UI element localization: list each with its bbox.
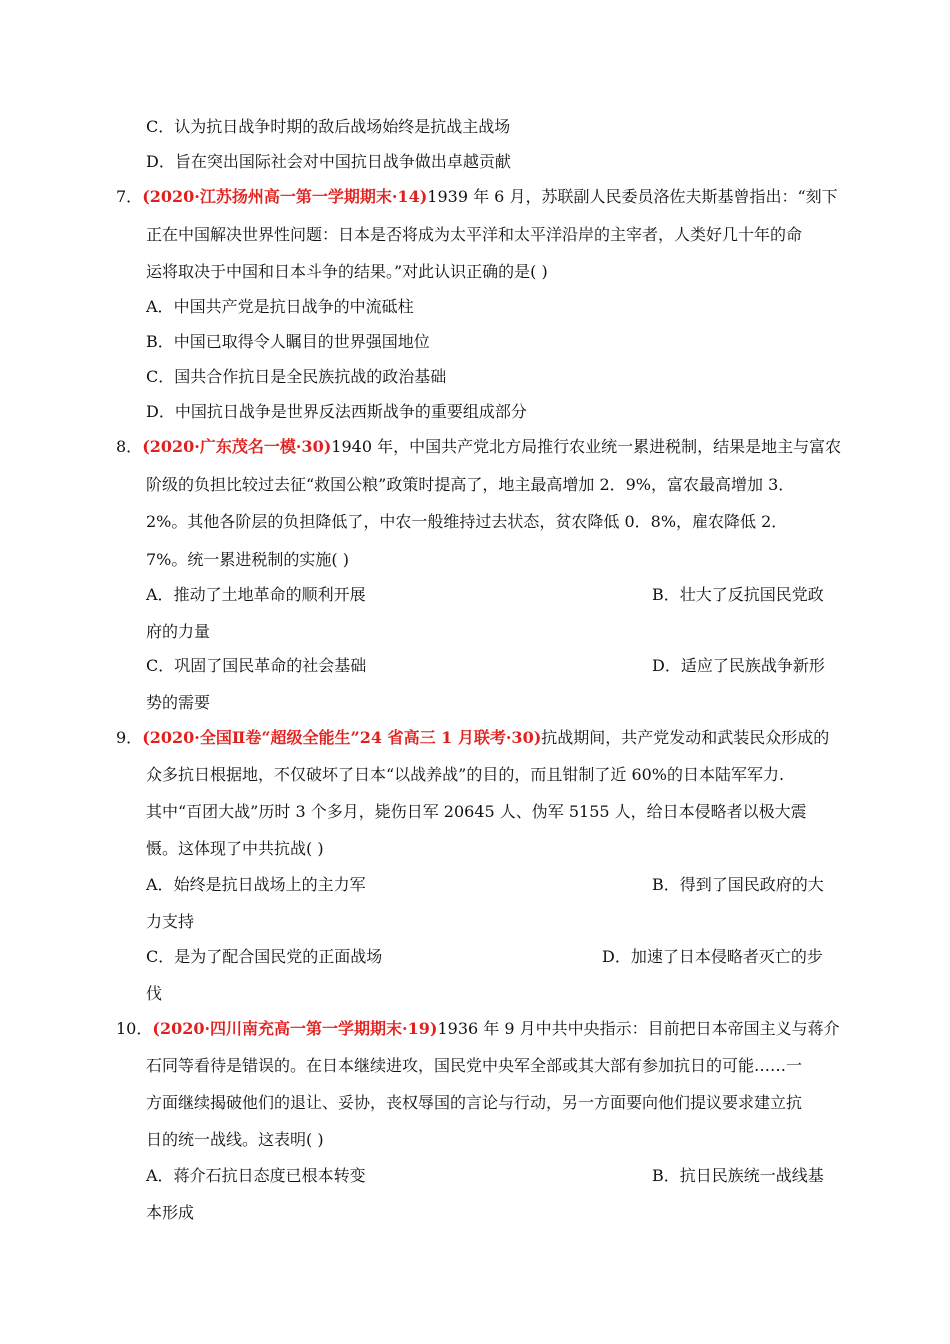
q8-option-d-continued: 势的需要	[146, 693, 211, 712]
question-number: 10．	[116, 1019, 153, 1038]
option-label: A．	[146, 297, 174, 316]
option-text: 适应了民族战争新形	[680, 656, 825, 675]
q9-stem-line-1	[116, 728, 829, 748]
q7-stem-line-2: 正在中国解决世界性问题：日本是否将成为太平洋和太平洋沿岸的主宰者，人类好几十年的命	[146, 225, 803, 244]
q10-stem-line-3: 方面继续揭破他们的退让、妥协，丧权辱国的言论与行动，另一方面要向他们提议要求建立抗	[146, 1093, 803, 1112]
option-text: 推动了土地革命的顺利开展	[173, 585, 366, 604]
q7-option-d	[146, 402, 527, 422]
option-label: D．	[146, 152, 175, 171]
option-label: A．	[146, 585, 174, 604]
q7-stem-line-3: 运将取决于中国和日本斗争的结果。”对此认识正确的是( )	[146, 262, 548, 281]
q9-option-b-continued: 力支持	[146, 912, 195, 931]
q7-option-b	[146, 332, 430, 352]
option-label: B．	[146, 332, 174, 351]
question-source: (2020·全国Ⅱ卷“超级全能生”24 省高三 1 月联考·30)	[142, 728, 542, 747]
q9-option-d	[602, 947, 823, 967]
option-text: 蒋介石抗日态度已根本转变	[173, 1166, 366, 1185]
stem-text: 1939 年 6 月，苏联副人民委员洛佐夫斯基曾指出：“刻下	[427, 187, 838, 206]
option-label: C．	[146, 947, 175, 966]
option-text: 中国抗日战争是世界反法西斯战争的重要组成部分	[174, 402, 527, 421]
q6-option-d	[146, 152, 511, 172]
option-label: B．	[652, 875, 680, 894]
option-label: B．	[652, 585, 680, 604]
option-text: 壮大了反抗国民党政	[679, 585, 824, 604]
option-label: A．	[146, 1166, 174, 1185]
question-number: 9．	[116, 728, 143, 747]
q8-option-c	[146, 656, 366, 676]
q8-stem-line-2: 阶级的负担比较过去征“救国公粮”政策时提高了，地主最高增加 2．9%，富农最高增加 3．	[146, 475, 795, 494]
option-label: D．	[652, 656, 681, 675]
q10-stem-line-4: 日的统一战线。这表明( )	[146, 1130, 324, 1149]
stem-text: 抗战期间，共产党发动和武装民众形成的	[541, 728, 830, 747]
q10-option-a	[146, 1166, 366, 1186]
stem-text: 1940 年，中国共产党北方局推行农业统一累进税制，结果是地主与富农	[331, 437, 842, 456]
option-text: 认为抗日战争时期的敌后战场始终是抗战主战场	[174, 117, 511, 136]
q8-option-a	[146, 585, 366, 605]
option-label: D．	[146, 402, 175, 421]
option-text: 旨在突出国际社会对中国抗日战争做出卓越贡献	[174, 152, 511, 171]
q10-option-b-continued: 本形成	[146, 1203, 195, 1222]
q10-stem-line-1	[116, 1019, 840, 1039]
option-text: 是为了配合国民党的正面战场	[174, 947, 383, 966]
q8-option-b	[652, 585, 824, 605]
option-text: 得到了国民政府的大	[679, 875, 824, 894]
option-text: 中国共产党是抗日战争的中流砥柱	[173, 297, 414, 316]
option-text: 国共合作抗日是全民族抗战的政治基础	[174, 367, 447, 386]
q6-option-c	[146, 117, 510, 137]
option-text: 巩固了国民革命的社会基础	[174, 656, 367, 675]
q7-option-a	[146, 297, 414, 317]
option-label: C．	[146, 117, 175, 136]
option-label: C．	[146, 656, 175, 675]
option-text: 加速了日本侵略者灭亡的步	[630, 947, 823, 966]
q9-option-c	[146, 947, 382, 967]
question-number: 8．	[116, 437, 143, 456]
question-source: (2020·四川南充高一第一学期期末·19)	[152, 1019, 438, 1038]
option-text: 抗日民族统一战线基	[679, 1166, 824, 1185]
q7-stem-line-1	[116, 187, 838, 207]
question-number: 7．	[116, 187, 143, 206]
stem-text: 1936 年 9 月中共中央指示：目前把日本帝国主义与蒋介	[437, 1019, 840, 1038]
option-text: 始终是抗日战场上的主力军	[173, 875, 366, 894]
q10-stem-line-2: 石同等看待是错误的。在日本继续进攻，国民党中央军全部或其大部有参加抗日的可能……一	[146, 1056, 803, 1075]
question-source: (2020·广东茂名一模·30)	[142, 437, 332, 456]
q9-stem-line-2: 众多抗日根据地，不仅破坏了日本“以战养战”的目的，而且钳制了近 60%的日本陆军军力.	[146, 765, 785, 784]
option-label: C．	[146, 367, 175, 386]
q8-stem-line-1	[116, 437, 841, 457]
q9-option-d-continued: 伐	[146, 984, 163, 1003]
q10-option-b	[652, 1166, 824, 1186]
q8-option-d	[652, 656, 825, 676]
q9-option-b	[652, 875, 824, 895]
q9-stem-line-4: 慑。这体现了中共抗战( )	[146, 839, 324, 858]
option-text: 中国已取得令人瞩目的世界强国地位	[173, 332, 430, 351]
q9-option-a	[146, 875, 366, 895]
q8-option-b-continued: 府的力量	[146, 622, 211, 641]
option-label: B．	[652, 1166, 680, 1185]
question-source: (2020·江苏扬州高一第一学期期末·14)	[142, 187, 428, 206]
q7-option-c	[146, 367, 446, 387]
option-label: A．	[146, 875, 174, 894]
option-label: D．	[602, 947, 631, 966]
q8-stem-line-4: 7%。统一累进税制的实施( )	[146, 550, 349, 569]
q9-stem-line-3: 其中“百团大战”历时 3 个多月，毙伤日军 20645 人、伪军 5155 人，给日本侵略者以极大震	[146, 802, 807, 821]
q8-stem-line-3: 2%。其他各阶层的负担降低了，中农一般维持过去状态，贫农降低 0．8%，雇农降低 2．	[146, 512, 788, 531]
